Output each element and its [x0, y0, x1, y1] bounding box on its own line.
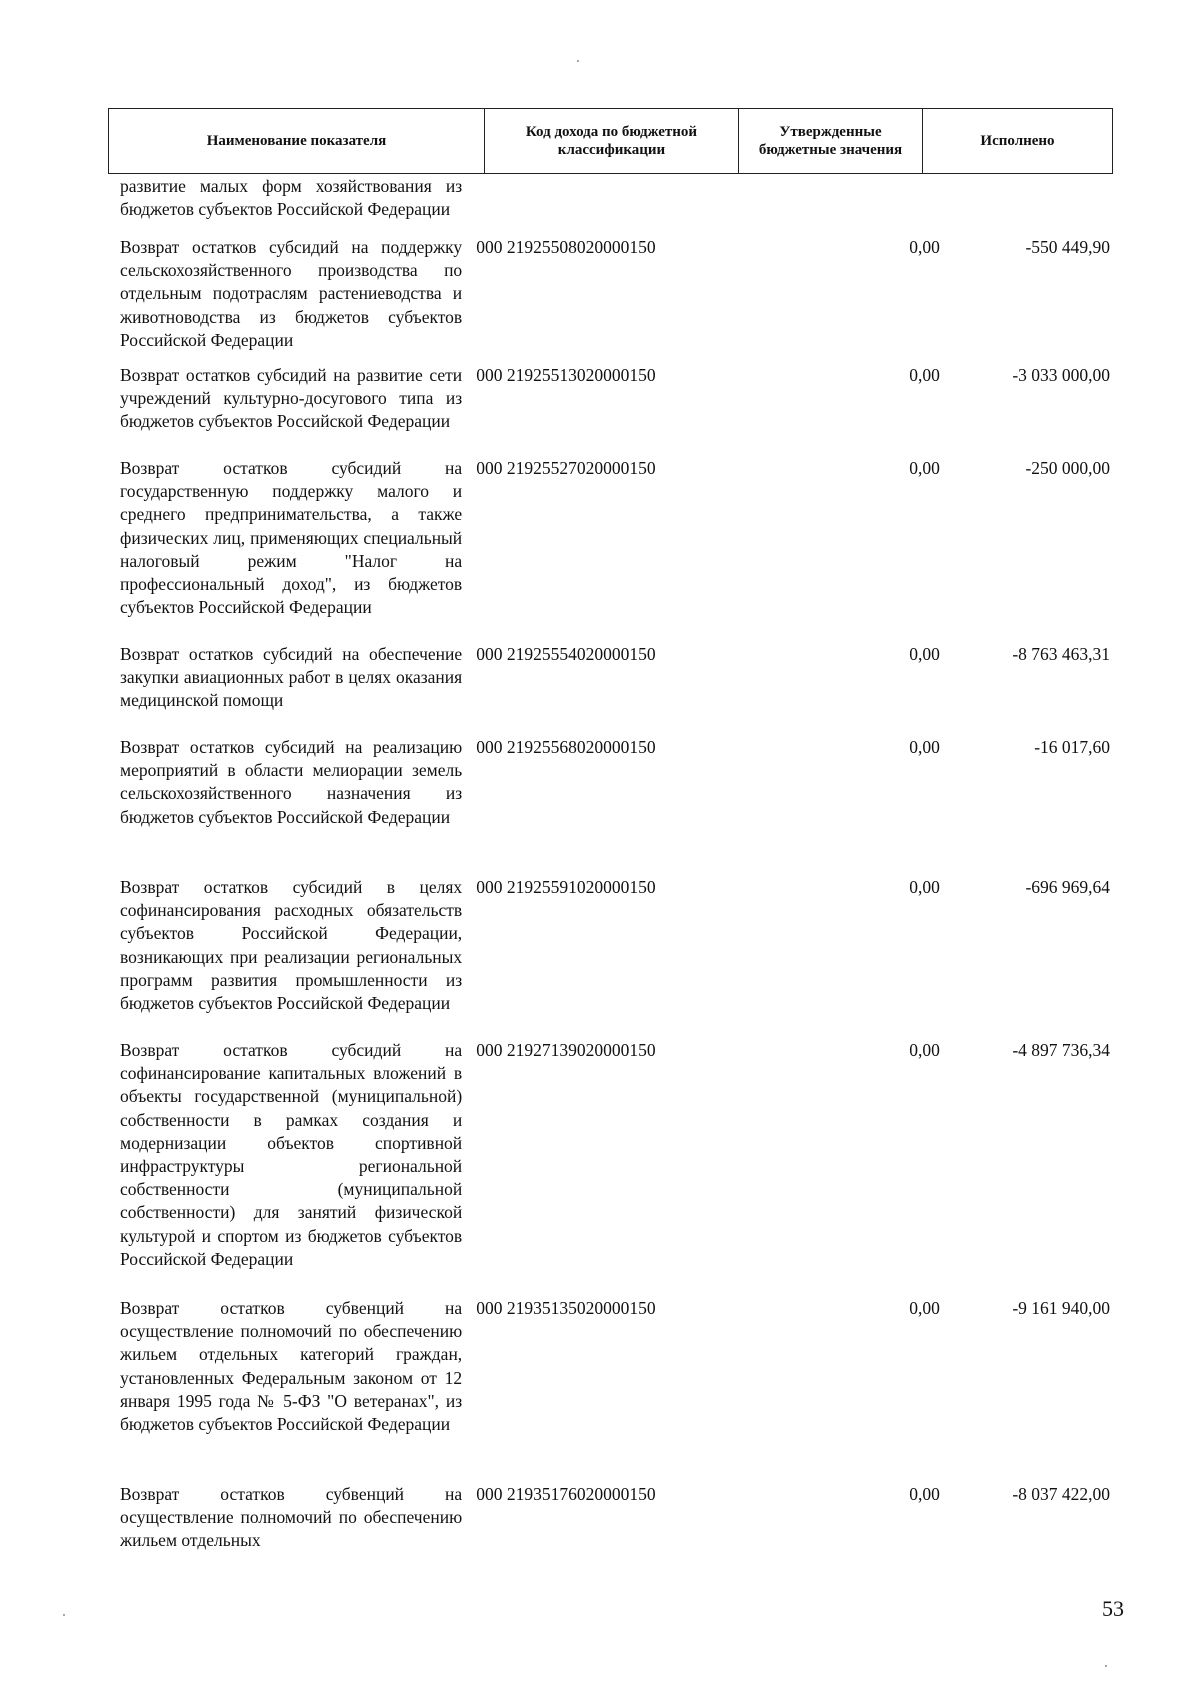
table-row: [120, 457, 1110, 643]
row-code: 000 21925527020000150: [476, 458, 656, 478]
header-code: Код дохода по бюджетной классификации: [485, 109, 739, 173]
table-body: [120, 175, 1110, 1558]
row-code: 000 21925591020000150: [476, 877, 656, 897]
row-code: 000 21925554020000150: [476, 644, 656, 664]
table-row: [120, 736, 1110, 876]
row-executed: -4 897 736,34: [1012, 1040, 1111, 1060]
table-row: [120, 236, 1110, 364]
row-approved: 0,00: [909, 365, 940, 385]
header-executed: Исполнено: [980, 133, 1055, 149]
row-executed: -550 449,90: [1025, 237, 1111, 257]
row-approved: 0,00: [909, 1298, 940, 1318]
row-executed: -16 017,60: [1034, 737, 1111, 757]
row-executed: -3 033 000,00: [1012, 365, 1111, 385]
table-row: [120, 175, 1110, 236]
row-approved: 0,00: [909, 1484, 940, 1504]
row-code: 000 21927139020000150: [476, 1040, 656, 1060]
header-approved: Утвержденные бюджетные значения: [739, 109, 923, 173]
row-name: Возврат остатков субсидий в целях софинансирования расходных обязательств субъектов Российской Федерации, возникающих при реализации региональных программ развития промышленности из бюджетов субъектов Российской Федерации: [120, 877, 463, 1014]
table-row: [120, 364, 1110, 457]
row-code: 000 21925513020000150: [476, 365, 656, 385]
row-code: 000 21925508020000150: [476, 237, 656, 257]
scan-speck: [577, 60, 579, 62]
row-executed: -8 763 463,31: [1012, 644, 1111, 664]
scan-speck: [1105, 1665, 1107, 1667]
table-row: [120, 1483, 1110, 1558]
row-name: Возврат остатков субсидий на поддержку сельскохозяйственного производства по отдельным подотраслям растениеводства и животноводства из бюджетов субъектов Российской Федерации: [120, 237, 463, 350]
row-code: 000 21925568020000150: [476, 737, 656, 757]
row-name: Возврат остатков субсидий на обеспечение закупки авиационных работ в целях оказания медицинской помощи: [120, 644, 463, 711]
table-row: [120, 1039, 1110, 1297]
row-approved: 0,00: [909, 458, 940, 478]
scan-speck: [63, 1614, 65, 1616]
row-name: Возврат остатков субсидий на софинансирование капитальных вложений в объекты государственной (муниципальной) собственности в рамках создания и модернизации объектов спортивной инфраструктуры региональной собственности (муниципальной собственности) для занятий физической культурой и спортом из бюджетов субъектов Российской Федерации: [120, 1040, 463, 1269]
row-approved: 0,00: [909, 644, 940, 664]
table-header: [108, 108, 1113, 174]
row-approved: 0,00: [909, 737, 940, 757]
row-code: 000 21935176020000150: [476, 1484, 656, 1504]
row-name: развитие малых форм хозяйствования из бюджетов субъектов Российской Федерации: [120, 176, 463, 220]
row-name: Возврат остатков субсидий на государственную поддержку малого и среднего предпринимательства, а также физических лиц, применяющих специальный налоговый режим "Налог на профессиональный доход", из бюджетов субъектов Российской Федерации: [120, 458, 463, 618]
table-row: [120, 643, 1110, 736]
table-row: [120, 876, 1110, 1039]
row-executed: -8 037 422,00: [1012, 1484, 1111, 1504]
row-approved: 0,00: [909, 877, 940, 897]
row-approved: 0,00: [909, 1040, 940, 1060]
row-code: 000 21935135020000150: [476, 1298, 656, 1318]
row-approved: 0,00: [909, 237, 940, 257]
header-name: Наименование показателя: [109, 109, 485, 173]
row-executed: -250 000,00: [1025, 458, 1111, 478]
row-executed: -9 161 940,00: [1012, 1298, 1111, 1318]
row-name: Возврат остатков субвенций на осуществление полномочий по обеспечению жильем отдельных категорий граждан, установленных Федеральным законом от 12 января 1995 года № 5-ФЗ "О ветеранах", из бюджетов субъектов Российской Федерации: [120, 1298, 463, 1435]
row-name: Возврат остатков субсидий на развитие сети учреждений культурно-досугового типа из бюджетов субъектов Российской Федерации: [120, 365, 463, 432]
page-number: 53: [1102, 1596, 1124, 1621]
row-name: Возврат остатков субвенций на осуществление полномочий по обеспечению жильем отдельных: [120, 1484, 463, 1551]
row-name: Возврат остатков субсидий на реализацию мероприятий в области мелиорации земель сельскохозяйственного назначения из бюджетов субъектов Российской Федерации: [120, 737, 463, 827]
row-executed: -696 969,64: [1025, 877, 1111, 897]
table-row: [120, 1297, 1110, 1483]
